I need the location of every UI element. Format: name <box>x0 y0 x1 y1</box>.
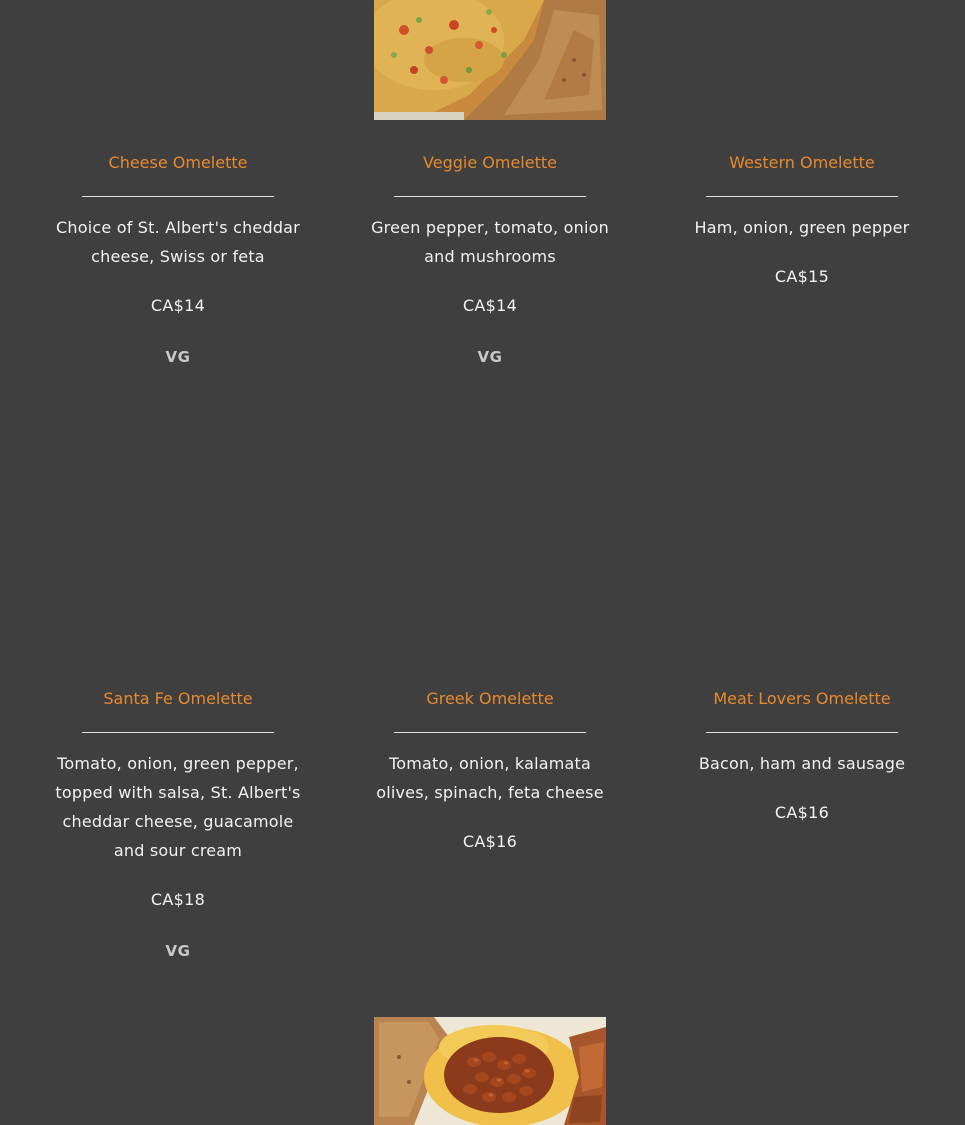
menu-item-price: CA$16 <box>462 832 518 851</box>
menu-item-description: Tomato, onion, green pepper, topped with salsa, St. Albert's cheddar cheese, guacamole and sour cream <box>55 754 301 860</box>
menu-item-description: Tomato, onion, kalamata olives, spinach, feta cheese <box>376 754 604 802</box>
veggie-omelette-photo <box>374 0 606 120</box>
menu-item-price: CA$14 <box>150 296 206 315</box>
title-divider <box>706 196 898 197</box>
title-divider <box>82 196 274 197</box>
menu-item-western-omelette <box>672 153 932 287</box>
title-divider <box>706 732 898 733</box>
vegetarian-badge: VG <box>477 348 503 366</box>
title-divider <box>82 732 274 733</box>
menu-item-cheese-omelette <box>48 153 308 366</box>
menu-item-title: Meat Lovers Omelette <box>713 689 891 708</box>
menu-item-veggie-omelette <box>360 153 620 366</box>
vegetarian-badge: VG <box>165 348 191 366</box>
menu-item-price: CA$15 <box>774 267 830 286</box>
title-divider <box>394 196 586 197</box>
menu-item-title: Veggie Omelette <box>423 153 557 172</box>
menu-item-title: Santa Fe Omelette <box>103 689 253 708</box>
menu-item-description: Bacon, ham and sausage <box>698 754 906 773</box>
menu-item-price: CA$14 <box>462 296 518 315</box>
title-divider <box>394 732 586 733</box>
omelette-with-beans-photo <box>374 1017 606 1125</box>
menu-item-price: CA$16 <box>774 803 830 822</box>
menu-item-description: Ham, onion, green pepper <box>694 218 910 237</box>
menu-item-description: Choice of St. Albert's cheddar cheese, Swiss or feta <box>56 218 300 266</box>
menu-item-price: CA$18 <box>150 890 206 909</box>
menu-item-description: Green pepper, tomato, onion and mushrooms <box>371 218 609 266</box>
menu-item-santa-fe-omelette <box>48 689 308 960</box>
menu-item-title: Western Omelette <box>729 153 875 172</box>
vegetarian-badge: VG <box>165 942 191 960</box>
menu-item-greek-omelette <box>360 689 620 852</box>
menu-item-title: Greek Omelette <box>426 689 554 708</box>
menu-item-meat-lovers-omelette <box>672 689 932 823</box>
menu-item-title: Cheese Omelette <box>108 153 248 172</box>
